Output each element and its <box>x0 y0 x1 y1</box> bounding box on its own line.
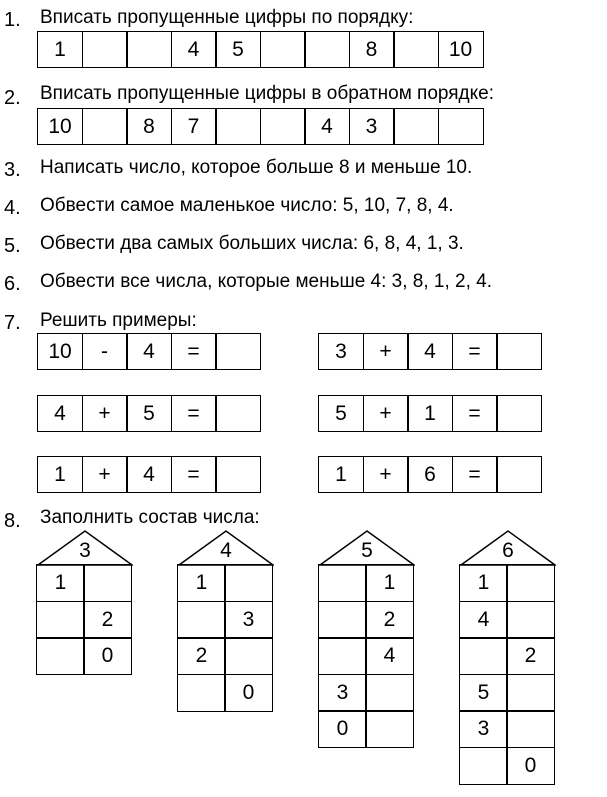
house-cell[interactable] <box>36 601 85 639</box>
house-cell[interactable]: 4 <box>459 601 508 639</box>
example-cell: 1 <box>407 395 453 432</box>
example-6 <box>318 456 542 493</box>
house-cell[interactable] <box>177 674 226 712</box>
example-5 <box>37 456 261 493</box>
sequence-forward <box>37 31 484 68</box>
house-cell[interactable]: 1 <box>177 564 226 602</box>
seq2-cell[interactable]: 3 <box>349 108 395 145</box>
house-cell[interactable]: 3 <box>318 674 367 712</box>
example-cell: = <box>171 456 217 493</box>
number-house-3 <box>37 530 133 675</box>
example-cell: = <box>452 456 498 493</box>
seq1-cell[interactable] <box>82 31 128 68</box>
example-cell: + <box>82 456 128 493</box>
example-answer-cell[interactable] <box>496 395 542 432</box>
seq1-cell[interactable]: 4 <box>171 31 217 68</box>
example-cell: = <box>452 333 498 370</box>
house-cell[interactable] <box>177 601 226 639</box>
house-cell[interactable]: 4 <box>365 637 414 675</box>
house-top-number: 5 <box>361 539 373 562</box>
task-6-text: Обвести все числа, которые меньше 4: 3, 8, 1, 2, 4. <box>40 271 493 292</box>
example-answer-cell[interactable] <box>496 333 542 370</box>
example-cell: 1 <box>318 456 364 493</box>
number-house-5 <box>319 530 415 748</box>
example-answer-cell[interactable] <box>496 456 542 493</box>
house-cell[interactable] <box>506 601 555 639</box>
task-5-number: 5. <box>4 235 21 257</box>
seq2-cell[interactable]: 7 <box>171 108 217 145</box>
seq2-cell[interactable]: 8 <box>126 108 172 145</box>
house-cell[interactable] <box>83 564 132 602</box>
seq2-cell[interactable]: 4 <box>304 108 350 145</box>
house-top-number: 3 <box>79 539 91 562</box>
example-cell: + <box>363 395 409 432</box>
house-cell[interactable]: 0 <box>506 747 555 785</box>
task-3-number: 3. <box>4 159 21 181</box>
house-cell[interactable]: 0 <box>224 674 273 712</box>
house-cell[interactable]: 1 <box>459 564 508 602</box>
house-cell[interactable] <box>365 674 414 712</box>
house-cell[interactable]: 0 <box>318 710 367 748</box>
sequence-reverse <box>37 108 484 145</box>
task-1-text: Вписать пропущенные цифры по порядку: <box>40 7 414 28</box>
example-2 <box>318 333 542 370</box>
house-cell[interactable]: 2 <box>365 601 414 639</box>
seq1-cell[interactable]: 1 <box>37 31 83 68</box>
task-8-number: 8. <box>4 510 21 532</box>
seq1-cell[interactable]: 10 <box>438 31 484 68</box>
example-cell: = <box>452 395 498 432</box>
seq1-cell[interactable] <box>393 31 439 68</box>
example-cell: 4 <box>407 333 453 370</box>
house-cell[interactable]: 1 <box>365 564 414 602</box>
task-2-text: Вписать пропущенные цифры в обратном порядке: <box>40 83 495 104</box>
house-top-number: 6 <box>502 539 514 562</box>
house-cell[interactable]: 1 <box>36 564 85 602</box>
seq1-cell[interactable] <box>126 31 172 68</box>
seq1-cell[interactable] <box>304 31 350 68</box>
example-cell: 5 <box>126 395 172 432</box>
task-5-text: Обвести два самых больших числа: 6, 8, 4, 1, 3. <box>40 233 464 254</box>
house-cell[interactable] <box>224 637 273 675</box>
seq1-cell[interactable]: 8 <box>349 31 395 68</box>
house-cell[interactable] <box>36 637 85 675</box>
example-cell: 1 <box>37 456 83 493</box>
house-cell[interactable] <box>506 710 555 748</box>
house-cell[interactable] <box>318 637 367 675</box>
house-top-number: 4 <box>220 539 232 562</box>
seq1-cell[interactable]: 5 <box>215 31 261 68</box>
number-house-6 <box>460 530 556 784</box>
example-cell: - <box>82 333 128 370</box>
task-1-number: 1. <box>4 9 21 31</box>
example-cell: 4 <box>126 456 172 493</box>
example-cell: 5 <box>318 395 364 432</box>
example-cell: 3 <box>318 333 364 370</box>
seq2-cell[interactable] <box>393 108 439 145</box>
house-cell[interactable]: 0 <box>83 637 132 675</box>
example-cell: 4 <box>37 395 83 432</box>
example-answer-cell[interactable] <box>215 333 261 370</box>
example-1 <box>37 333 261 370</box>
seq2-cell[interactable] <box>215 108 261 145</box>
house-cell[interactable] <box>459 747 508 785</box>
example-3 <box>37 395 261 432</box>
house-cell[interactable] <box>506 674 555 712</box>
task-6-number: 6. <box>4 273 21 295</box>
house-cell[interactable]: 2 <box>506 637 555 675</box>
example-answer-cell[interactable] <box>215 456 261 493</box>
task-4-number: 4. <box>4 197 21 219</box>
house-cell[interactable]: 2 <box>177 637 226 675</box>
house-cell[interactable] <box>365 710 414 748</box>
task-3-text: Написать число, которое больше 8 и меньше 10. <box>40 157 473 178</box>
house-cell[interactable] <box>318 564 367 602</box>
house-cell[interactable] <box>318 601 367 639</box>
house-cell[interactable]: 3 <box>459 710 508 748</box>
example-cell: = <box>171 395 217 432</box>
house-cell[interactable]: 3 <box>224 601 273 639</box>
example-cell: 6 <box>407 456 453 493</box>
task-2-number: 2. <box>4 87 21 109</box>
house-cell[interactable] <box>459 637 508 675</box>
example-4 <box>318 395 542 432</box>
task-4-text: Обвести самое маленькое число: 5, 10, 7, 8, 4. <box>40 195 454 216</box>
task-7-number: 7. <box>4 312 21 334</box>
house-cell[interactable] <box>506 564 555 602</box>
seq2-cell[interactable]: 10 <box>37 108 83 145</box>
seq1-cell[interactable] <box>260 31 306 68</box>
example-cell: + <box>82 395 128 432</box>
house-cell[interactable]: 5 <box>459 674 508 712</box>
example-cell: 4 <box>126 333 172 370</box>
example-answer-cell[interactable] <box>215 395 261 432</box>
example-cell: 10 <box>37 333 83 370</box>
task-7-text: Решить примеры: <box>40 310 197 331</box>
house-cell[interactable] <box>224 564 273 602</box>
example-cell: = <box>171 333 217 370</box>
example-cell: + <box>363 456 409 493</box>
number-house-4 <box>178 530 274 711</box>
house-cell[interactable]: 2 <box>83 601 132 639</box>
seq2-cell[interactable] <box>438 108 484 145</box>
task-8-text: Заполнить состав числа: <box>40 507 260 528</box>
seq2-cell[interactable] <box>82 108 128 145</box>
example-cell: + <box>363 333 409 370</box>
seq2-cell[interactable] <box>260 108 306 145</box>
